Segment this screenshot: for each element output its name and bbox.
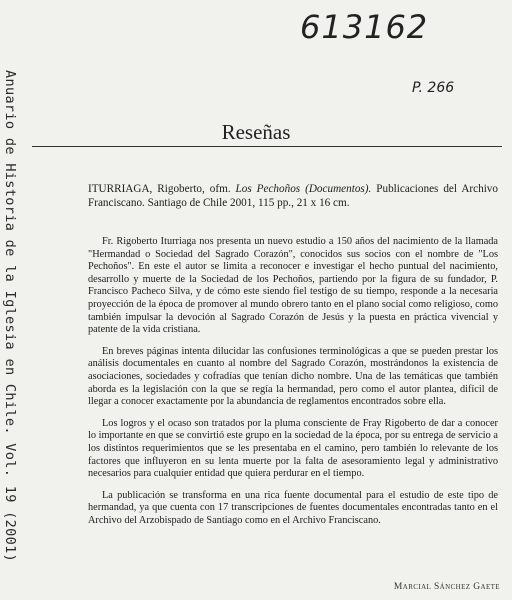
citation-title: Los Pechoños (Documentos).: [235, 183, 372, 195]
margin-stamp: Anuario de Historia de la Iglesia en Chile. Vol. 19 (2001): [2, 70, 18, 563]
review-paragraph: Fr. Rigoberto Iturriaga nos presenta un nuevo estudio a 150 años del nacimiento de la llamada "Hermandad o Sociedad del Sagrado Corazón", conocidos sus socios con el nombre de "Los Pechoños". En este el autor se limita a reconocer e investigar el hecho puntual del nacimiento, desarrollo y muerte de la Sociedad de los Pechoños, partiendo por la figura de su fundador, P. Francisco Pacheco Silva, y de cómo este siendo fiel testigo de su tiempo, responde a la necesaria proyección de la época de promover al mundo obrero tanto en el plano social como religioso, como también impulsar la devoción al Sagrado Corazón de Jesús y la puesta en práctica vivencial y patente de la vida cristiana.: [88, 236, 498, 336]
review-body: [88, 236, 498, 536]
book-citation: [88, 183, 498, 210]
section-title: Reseñas: [221, 120, 291, 144]
handwritten-page-ref: P. 266: [412, 80, 455, 96]
handwritten-catalog-number: 613162: [300, 8, 429, 46]
review-paragraph: En breves páginas intenta dilucidar las confusiones terminológicas a que se pueden prestar los análisis documentales en cuanto al nombre del Sagrado Corazón, mostrándonos la existencia de asociaciones, sociedades y cofradías que tenían dicho nombre. Una de las temáticas que también aborda es la legislación con la que se regía la hermandad, pero como el autor plantea, difícil de llegar a conocer exactamente por la abundancia de reglamentos encontrados sobre ella.: [88, 345, 498, 408]
review-paragraph: Los logros y el ocaso son tratados por la pluma consciente de Fray Rigoberto de dar a conocer lo importante en que se convirtió este grupo en la sociedad de la época, por su entrega de servicio a los distintos requerimientos que se les presentaba en el camino, pero también lo relevante de los factores que influyeron en su lenta muerte por la falta de asesoramiento legal y administrativo necesarios para cualquier entidad que quiera perdurar en el tiempo.: [88, 417, 498, 480]
citation-publication: Publicaciones del Archivo Franciscano. Santiago de Chile 2001, 115 pp., 21 x 16 cm.: [88, 183, 498, 209]
reviewer-signature: Marcial Sánchez Gaete: [393, 582, 500, 592]
citation-author: ITURRIAGA, Rigoberto, ofm.: [88, 183, 231, 195]
title-divider: [32, 146, 502, 147]
review-paragraph: La publicación se transforma en una rica fuente documental para el estudio de este tipo de hermandad, ya que cuenta con 17 transcripciones de fuentes documentales encontradas tanto en el Archivo del Arzobispado de Santiago como en el Archivo Franciscano.: [88, 489, 498, 526]
